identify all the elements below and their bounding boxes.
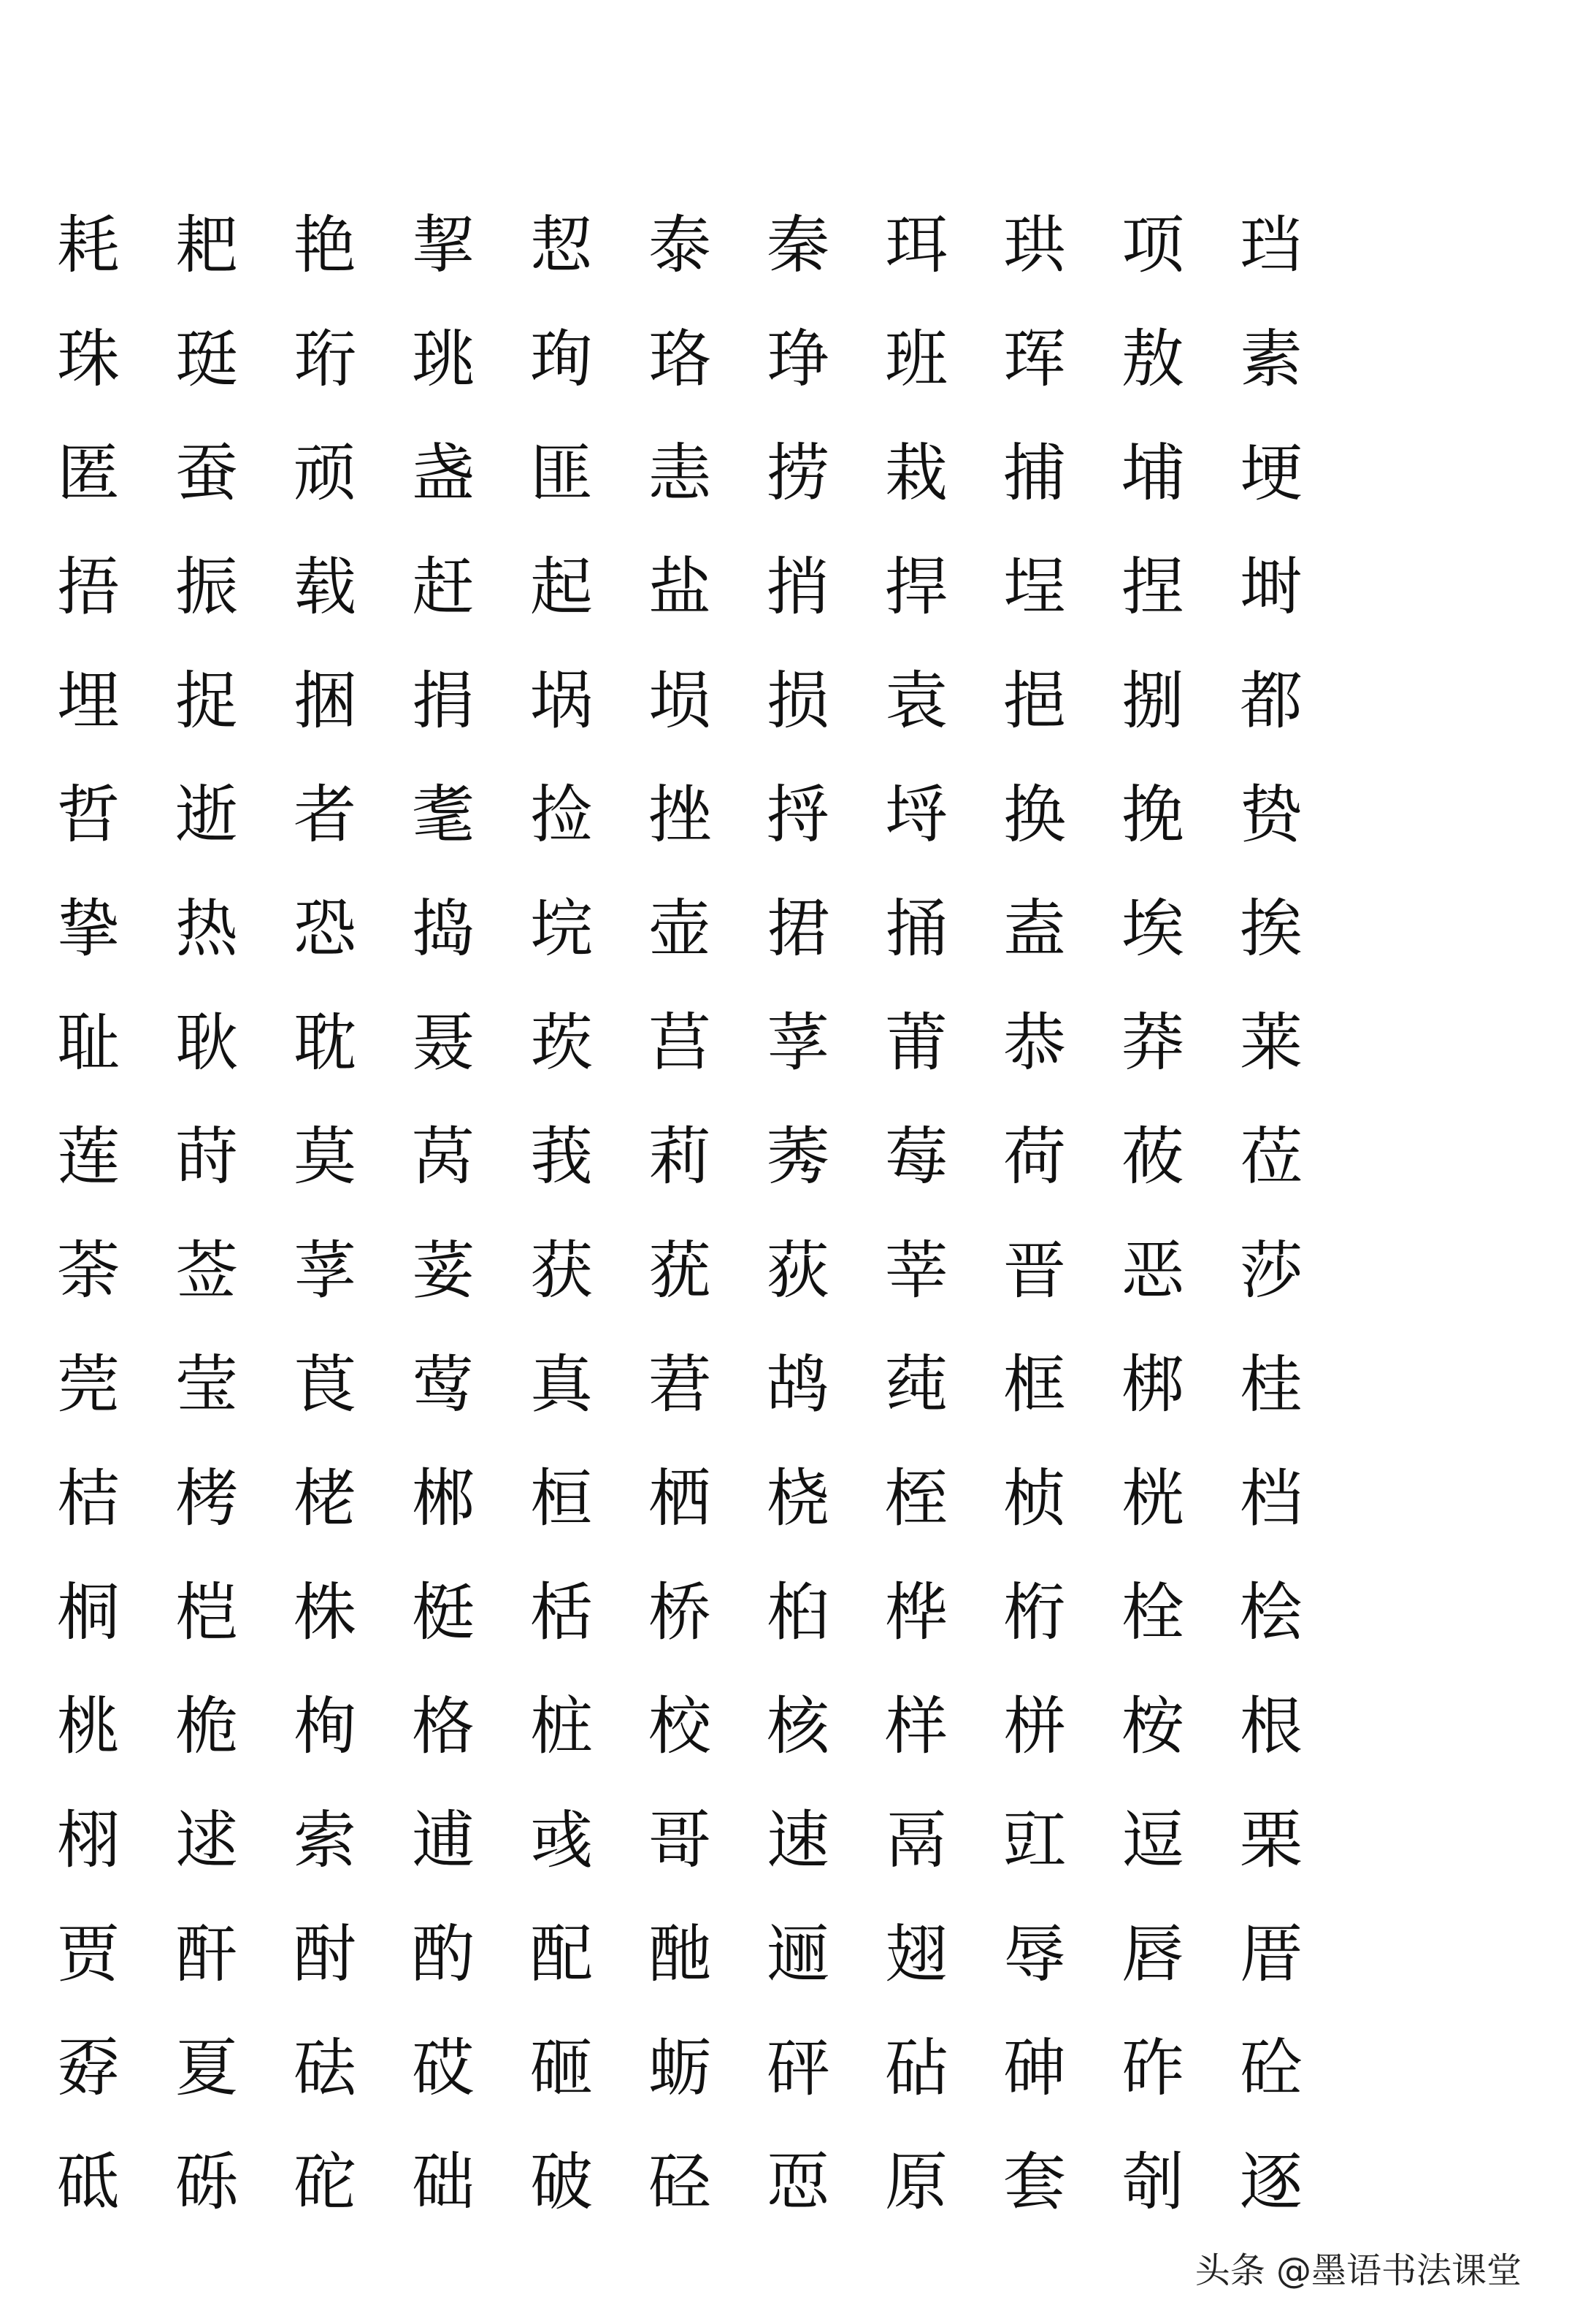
character-cell: 荷 (1003, 1120, 1066, 1193)
character-cell: 荼 (57, 1234, 120, 1307)
character-row (29, 1214, 1336, 1328)
character-cell: 埙 (648, 665, 711, 738)
character-cell: 莱 (1240, 1006, 1303, 1079)
character-cell: 桎 (885, 1462, 948, 1535)
character-cell: 捆 (294, 665, 356, 738)
character-cell: 桁 (1003, 1576, 1066, 1649)
character-row (29, 644, 1336, 758)
character-cell: 珙 (1003, 209, 1066, 282)
character-cell: 盐 (648, 551, 711, 624)
character-cell: 根 (1240, 1690, 1303, 1763)
character-cell: 砣 (294, 2146, 356, 2219)
character-cell: 者 (294, 779, 356, 852)
character-cell: 逝 (175, 779, 238, 852)
character-cell: 桢 (1003, 1462, 1066, 1535)
character-cell: 校 (648, 1690, 711, 1763)
character-cell: 珠 (57, 323, 120, 396)
character-cell: 砸 (530, 2032, 593, 2105)
character-cell: 栲 (175, 1462, 238, 1535)
character-cell: 档 (1240, 1462, 1303, 1535)
character-cell: 耽 (294, 1006, 356, 1079)
character-row (29, 2125, 1336, 2239)
character-cell: 班 (885, 323, 948, 396)
character-cell: 捡 (530, 779, 593, 852)
character-cell: 砼 (1240, 2032, 1303, 2105)
character-cell: 琤 (767, 323, 829, 396)
character-cell: 捃 (767, 892, 829, 966)
character-cell: 栓 (1121, 1576, 1184, 1649)
character-cell: 砥 (57, 2146, 120, 2219)
character-cell: 逗 (1121, 1804, 1184, 1877)
character-cell: 珣 (530, 323, 593, 396)
character-cell: 挹 (1003, 665, 1066, 738)
character-row (29, 1328, 1336, 1442)
character-cell: 埚 (530, 665, 593, 738)
character-cell: 莸 (648, 1234, 711, 1307)
character-cell: 逋 (412, 1804, 475, 1877)
character-cell: 袁 (885, 665, 948, 738)
character-cell: 酎 (294, 1918, 356, 1991)
character-cell: 套 (1003, 2146, 1066, 2219)
character-cell: 盍 (1003, 892, 1066, 966)
character-row (29, 758, 1336, 872)
character-cell: 恭 (1003, 1006, 1066, 1079)
character-cell: 栩 (57, 1804, 120, 1877)
character-cell: 莜 (1121, 1120, 1184, 1193)
character-cell: 贽 (1240, 779, 1303, 852)
character-cell: 项 (1121, 209, 1184, 282)
character-row (29, 872, 1336, 986)
character-row (29, 1556, 1336, 1670)
character-cell: 换 (1003, 779, 1066, 852)
character-cell: 获 (530, 1234, 593, 1307)
character-cell: 损 (767, 665, 829, 738)
character-cell: 辱 (1003, 1918, 1066, 1991)
character-cell: 恶 (1121, 1234, 1184, 1307)
character-cell: 栒 (294, 1690, 356, 1763)
character-cell: 莲 (57, 1120, 120, 1193)
character-cell: 捐 (412, 665, 475, 738)
character-cell: 桩 (530, 1690, 593, 1763)
character-cell: 梆 (1121, 1348, 1184, 1421)
character-cell: 艳 (294, 209, 356, 282)
character-cell: 桦 (885, 1576, 948, 1649)
character-cell: 莶 (175, 1234, 238, 1307)
character-cell: 砾 (175, 2146, 238, 2219)
character-cell: 挽 (1121, 779, 1184, 852)
character-cell: 莺 (412, 1348, 475, 1421)
character-cell: 配 (530, 1918, 593, 1991)
character-cell: 莅 (1240, 1120, 1303, 1193)
character-row (29, 986, 1336, 1100)
character-cell: 砹 (412, 2032, 475, 2105)
character-cell: 桐 (57, 1576, 120, 1649)
character-cell: 莎 (1240, 1234, 1303, 1307)
character-grid (29, 188, 1336, 2239)
character-cell: 捅 (885, 892, 948, 966)
character-cell: 埂 (1240, 437, 1303, 510)
character-cell: 砷 (1003, 2032, 1066, 2105)
character-cell: 埒 (885, 779, 948, 852)
character-cell: 珩 (294, 323, 356, 396)
character-cell: 捉 (175, 665, 238, 738)
character-cell: 恚 (648, 437, 711, 510)
character-cell: 素 (1240, 323, 1303, 396)
character-cell: 热 (175, 892, 238, 966)
character-cell: 桤 (175, 1576, 238, 1649)
character-row (29, 1670, 1336, 1784)
character-cell: 桕 (767, 1576, 829, 1649)
character-cell: 匿 (57, 437, 120, 510)
character-cell: 荻 (767, 1234, 829, 1307)
character-cell: 破 (530, 2146, 593, 2219)
character-cell: 逦 (767, 1918, 829, 1991)
character-cell: 莙 (648, 1348, 711, 1421)
character-cell: 莒 (648, 1006, 711, 1079)
character-row (29, 1100, 1336, 1214)
character-cell: 挚 (57, 892, 120, 966)
character-cell: 酏 (648, 1918, 711, 1991)
character-cell: 蚕 (175, 437, 238, 510)
character-row (29, 1897, 1336, 2011)
character-cell: 珧 (412, 323, 475, 396)
character-cell: 赶 (412, 551, 475, 624)
character-cell: 株 (294, 1576, 356, 1649)
character-cell: 珥 (885, 209, 948, 282)
character-cell: 格 (412, 1690, 475, 1763)
character-cell: 捞 (767, 437, 829, 510)
character-cell: 速 (767, 1804, 829, 1877)
character-row (29, 2011, 1336, 2125)
character-cell: 捎 (767, 551, 829, 624)
character-cell: 荽 (412, 1234, 475, 1307)
character-cell: 莆 (885, 1006, 948, 1079)
character-cell: 砧 (885, 2032, 948, 2105)
character-cell: 挫 (648, 779, 711, 852)
character-cell: 莞 (57, 1348, 120, 1421)
character-cell: 酐 (175, 1918, 238, 1991)
character-cell: 盏 (412, 437, 475, 510)
character-cell: 彧 (530, 1804, 593, 1877)
character-cell: 捍 (885, 551, 948, 624)
character-cell: 索 (294, 1804, 356, 1877)
character-cell: 挨 (1240, 892, 1303, 966)
character-cell: 栟 (1003, 1690, 1066, 1763)
character-cell: 载 (294, 551, 356, 624)
character-cell: 莠 (767, 1120, 829, 1193)
character-cell: 栝 (530, 1576, 593, 1649)
character-cell: 蛎 (648, 2032, 711, 2105)
character-cell: 酌 (412, 1918, 475, 1991)
character-cell: 莫 (294, 1120, 356, 1193)
character-cell: 鸪 (767, 1348, 829, 1421)
watermark: 头条 @墨语书法课堂 (1194, 2250, 1522, 2291)
character-cell: 哲 (57, 779, 120, 852)
character-cell: 捌 (1121, 665, 1184, 738)
character-cell: 珞 (648, 323, 711, 396)
character-cell: 唇 (1121, 1918, 1184, 1991)
character-cell: 莩 (294, 1234, 356, 1307)
character-cell: 夏 (175, 2032, 238, 2105)
character-cell: 莓 (885, 1120, 948, 1193)
character-cell: 孬 (57, 2032, 120, 2105)
character-cell: 埕 (1003, 551, 1066, 624)
character-cell: 桓 (530, 1462, 593, 1535)
character-row (29, 1442, 1336, 1556)
character-cell: 恝 (530, 209, 593, 282)
character-cell: 埃 (1121, 892, 1184, 966)
character-cell: 泰 (648, 209, 711, 282)
character-cell: 振 (175, 551, 238, 624)
character-cell: 顽 (294, 437, 356, 510)
character-cell: 耿 (175, 1006, 238, 1079)
character-cell: 莉 (648, 1120, 711, 1193)
character-cell: 栽 (885, 437, 948, 510)
character-cell: 莼 (885, 1348, 948, 1421)
character-cell: 莴 (412, 1120, 475, 1193)
character-row (29, 416, 1336, 530)
character-cell: 原 (885, 2146, 948, 2219)
character-cell: 豇 (1003, 1804, 1066, 1877)
character-cell: 捣 (412, 892, 475, 966)
character-cell: 鬲 (885, 1804, 948, 1877)
character-cell: 厝 (1240, 1918, 1303, 1991)
character-cell: 珲 (1003, 323, 1066, 396)
character-cell: 晋 (1003, 1234, 1066, 1307)
character-cell: 框 (1003, 1348, 1066, 1421)
character-cell: 耻 (57, 1006, 120, 1079)
character-cell: 莽 (1121, 1006, 1184, 1079)
character-cell: 莰 (530, 1006, 593, 1079)
character-cell: 起 (530, 551, 593, 624)
character-cell: 敖 (1121, 323, 1184, 396)
character-cell: 捂 (57, 551, 120, 624)
character-cell: 哥 (648, 1804, 711, 1877)
character-cell: 核 (767, 1690, 829, 1763)
character-cell: 埋 (57, 665, 120, 738)
character-cell: 垸 (530, 892, 593, 966)
character-cell: 逐 (1240, 2146, 1303, 2219)
character-cell: 硁 (648, 2146, 711, 2219)
character-cell: 捏 (1121, 551, 1184, 624)
character-cell: 贾 (57, 1918, 120, 1991)
character-cell: 壶 (648, 892, 711, 966)
character-cell: 栖 (648, 1462, 711, 1535)
character-cell: 莳 (175, 1120, 238, 1193)
character-cell: 捕 (1003, 437, 1066, 510)
character-cell: 桃 (57, 1690, 120, 1763)
character-cell: 莹 (175, 1348, 238, 1421)
character-cell: 桉 (1121, 1690, 1184, 1763)
character-cell: 桥 (648, 1576, 711, 1649)
character-cell: 翅 (885, 1918, 948, 1991)
character-cell: 恧 (767, 2146, 829, 2219)
character-cell: 础 (412, 2146, 475, 2219)
character-cell: 桅 (175, 1690, 238, 1763)
character-cell: 桡 (767, 1462, 829, 1535)
character-cell: 桧 (1240, 1576, 1303, 1649)
character-cell: 栳 (294, 1462, 356, 1535)
character-row (29, 1784, 1336, 1897)
character-cell: 郴 (412, 1462, 475, 1535)
character-cell: 砝 (294, 2032, 356, 2105)
character-cell: 莘 (885, 1234, 948, 1307)
character-cell: 样 (885, 1690, 948, 1763)
character-cell: 挈 (412, 209, 475, 282)
character-cell: 珽 (175, 323, 238, 396)
character-cell: 埘 (1240, 551, 1303, 624)
character-cell: 莨 (294, 1348, 356, 1421)
character-row (29, 302, 1336, 416)
character-cell: 珰 (1240, 209, 1303, 282)
character-cell: 耗 (57, 209, 120, 282)
character-cell: 桄 (1121, 1462, 1184, 1535)
character-cell: 莪 (530, 1120, 593, 1193)
character-cell: 砟 (1121, 2032, 1184, 2105)
character-cell: 埔 (1121, 437, 1184, 510)
character-row (29, 188, 1336, 302)
character-cell: 耄 (412, 779, 475, 852)
character-cell: 砰 (767, 2032, 829, 2105)
character-cell: 逑 (175, 1804, 238, 1877)
character-cell: 秦 (767, 209, 829, 282)
character-cell: 捋 (767, 779, 829, 852)
character-cell: 莩 (767, 1006, 829, 1079)
character-cell: 栗 (1240, 1804, 1303, 1877)
character-cell: 聂 (412, 1006, 475, 1079)
character-cell: 都 (1240, 665, 1303, 738)
character-cell: 剞 (1121, 2146, 1184, 2219)
character-cell: 耙 (175, 209, 238, 282)
character-cell: 恐 (294, 892, 356, 966)
character-cell: 真 (530, 1348, 593, 1421)
character-cell: 桔 (57, 1462, 120, 1535)
character-cell: 匪 (530, 437, 593, 510)
character-row (29, 530, 1336, 644)
character-cell: 梃 (412, 1576, 475, 1649)
character-cell: 桂 (1240, 1348, 1303, 1421)
